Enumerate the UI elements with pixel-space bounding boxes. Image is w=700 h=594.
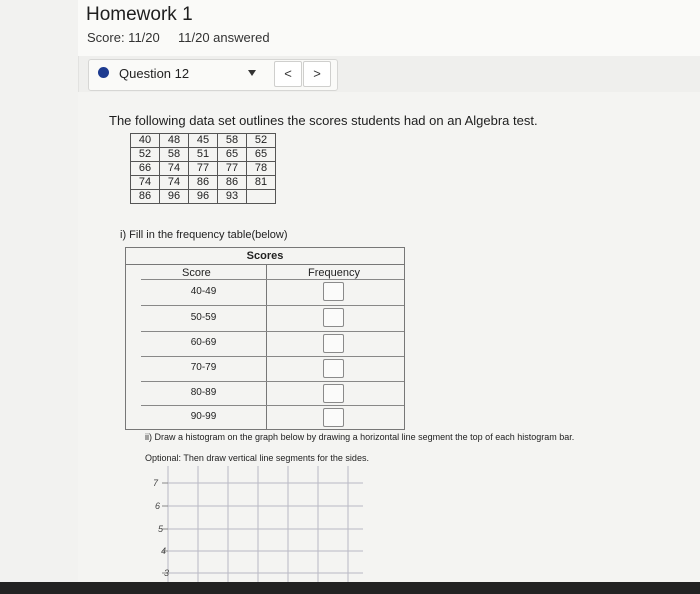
data-cell: 78 (247, 162, 276, 176)
data-cell: 86 (218, 176, 247, 190)
question-prompt: The following data set outlines the scores students had on an Algebra test. (109, 113, 538, 128)
score-range-label: 70-79 (190, 362, 217, 373)
data-cell: 51 (189, 148, 218, 162)
data-cell: 65 (247, 148, 276, 162)
frequency-input-50-59[interactable] (323, 308, 344, 327)
answered-count: 11/20 answered (178, 30, 270, 45)
score-text: Score: 11/20 (87, 30, 160, 45)
row-divider (141, 331, 404, 332)
y-axis-label: 3 (164, 568, 170, 578)
row-divider (141, 381, 404, 382)
y-axis-label: 5 (158, 524, 164, 534)
data-cell: 58 (218, 134, 247, 148)
data-cell: 96 (160, 190, 189, 204)
frequency-input-40-49[interactable] (323, 282, 344, 301)
frequency-input-90-99[interactable] (323, 408, 344, 427)
data-cell: 74 (160, 176, 189, 190)
data-set-table (130, 133, 276, 204)
screen-bezel-edge (0, 582, 700, 594)
data-cell: 93 (218, 190, 247, 204)
y-axis-label: 6 (155, 501, 161, 511)
data-cell: 74 (160, 162, 189, 176)
score-range-label: 60-69 (190, 337, 217, 348)
prev-question-button[interactable]: < (274, 61, 302, 87)
data-row (131, 134, 276, 148)
data-cell: 96 (189, 190, 218, 204)
question-status-dot-icon (98, 67, 109, 78)
dropdown-caret-icon[interactable] (248, 70, 256, 76)
data-cell: 48 (160, 134, 189, 148)
data-row (131, 162, 276, 176)
question-label: Question 12 (119, 66, 190, 81)
data-cell: 45 (189, 134, 218, 148)
data-row (131, 190, 276, 204)
frequency-input-80-89[interactable] (323, 384, 344, 403)
score-range-label: 80-89 (190, 387, 217, 398)
page-title: Homework 1 (86, 4, 193, 25)
row-divider (141, 356, 404, 357)
data-cell: 86 (189, 176, 218, 190)
data-row (131, 176, 276, 190)
histogram-grid[interactable] (138, 466, 368, 582)
frequency-table (125, 247, 405, 430)
data-cell: 58 (160, 148, 189, 162)
row-divider (141, 305, 404, 306)
y-axis-label: 7 (153, 478, 159, 488)
data-cell: 52 (247, 134, 276, 148)
score-column-header: Score (182, 267, 211, 279)
score-range-label: 50-59 (190, 312, 217, 323)
part-i-instruction: i) Fill in the frequency table(below) (120, 229, 288, 241)
optional-note: Optional: Then draw vertical line segments for the sides. (145, 453, 369, 463)
data-cell: 77 (218, 162, 247, 176)
data-row (131, 148, 276, 162)
data-cell: 40 (131, 134, 160, 148)
score-range-label: 90-99 (190, 411, 217, 422)
frequency-input-60-69[interactable] (323, 334, 344, 353)
left-sidebar (0, 0, 79, 594)
data-cell: 65 (218, 148, 247, 162)
data-cell: 66 (131, 162, 160, 176)
data-cell: 86 (131, 190, 160, 204)
next-question-button[interactable]: > (303, 61, 331, 87)
data-cell: 74 (131, 176, 160, 190)
part-ii-instruction: ii) Draw a histogram on the graph below by drawing a horizontal line segment the top of each histogram bar. (145, 432, 575, 442)
row-divider (141, 405, 404, 406)
y-axis-label: 4 (161, 546, 167, 556)
row-divider (141, 279, 404, 280)
data-cell: 52 (131, 148, 160, 162)
frequency-input-70-79[interactable] (323, 359, 344, 378)
frequency-table-group-header: Scores (126, 248, 404, 265)
data-cell (247, 190, 276, 204)
frequency-column-header: Frequency (308, 267, 360, 279)
data-cell: 77 (189, 162, 218, 176)
data-cell: 81 (247, 176, 276, 190)
score-range-label: 40-49 (190, 286, 217, 297)
